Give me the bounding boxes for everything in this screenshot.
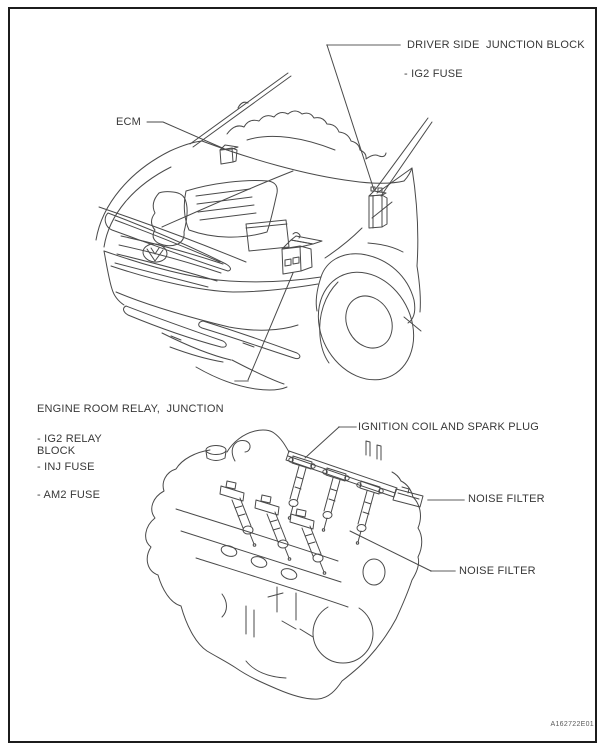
label-engine-room-relay-line1: ENGINE ROOM RELAY, JUNCTION <box>37 403 224 415</box>
coil-rail <box>286 451 397 497</box>
label-ig2-fuse: - IG2 FUSE <box>404 68 463 80</box>
figure-code: A162722E01 <box>550 721 594 728</box>
label-am2-fuse: - AM2 FUSE <box>37 489 101 501</box>
ignition-coils-far-bank <box>288 456 383 544</box>
leader-driver-side-junction-block <box>327 45 374 190</box>
front-wheel <box>300 254 432 397</box>
label-noise-filter-top: NOISE FILTER <box>468 493 545 505</box>
label-noise-filter-bottom: NOISE FILTER <box>459 565 536 577</box>
leader-noise-filter-bottom <box>350 531 431 571</box>
cowl-inner-line <box>247 136 335 150</box>
leader-ignition-coil <box>305 427 339 458</box>
leader-engine-room-relay <box>248 273 293 380</box>
leader-lines <box>147 45 464 571</box>
label-ecm: ECM <box>116 116 142 128</box>
engine-top-edge <box>227 430 289 452</box>
label-ignition-coil-and-spark-plug: IGNITION COIL AND SPARK PLUG <box>358 421 540 433</box>
valve-cover <box>176 509 348 607</box>
label-engine-room-relay-line2: BLOCK <box>37 445 76 457</box>
a-pillar <box>375 118 432 196</box>
label-ig2-relay: - IG2 RELAY <box>37 433 102 445</box>
label-inj-fuse: - INJ FUSE <box>37 461 95 473</box>
car-illustration <box>96 73 432 397</box>
cowl-contour <box>227 111 386 159</box>
label-driver-side-junction-block: DRIVER SIDE JUNCTION BLOCK <box>407 39 585 51</box>
driver-side-junction-block-component <box>369 187 387 228</box>
noise-filter-component <box>393 487 423 507</box>
